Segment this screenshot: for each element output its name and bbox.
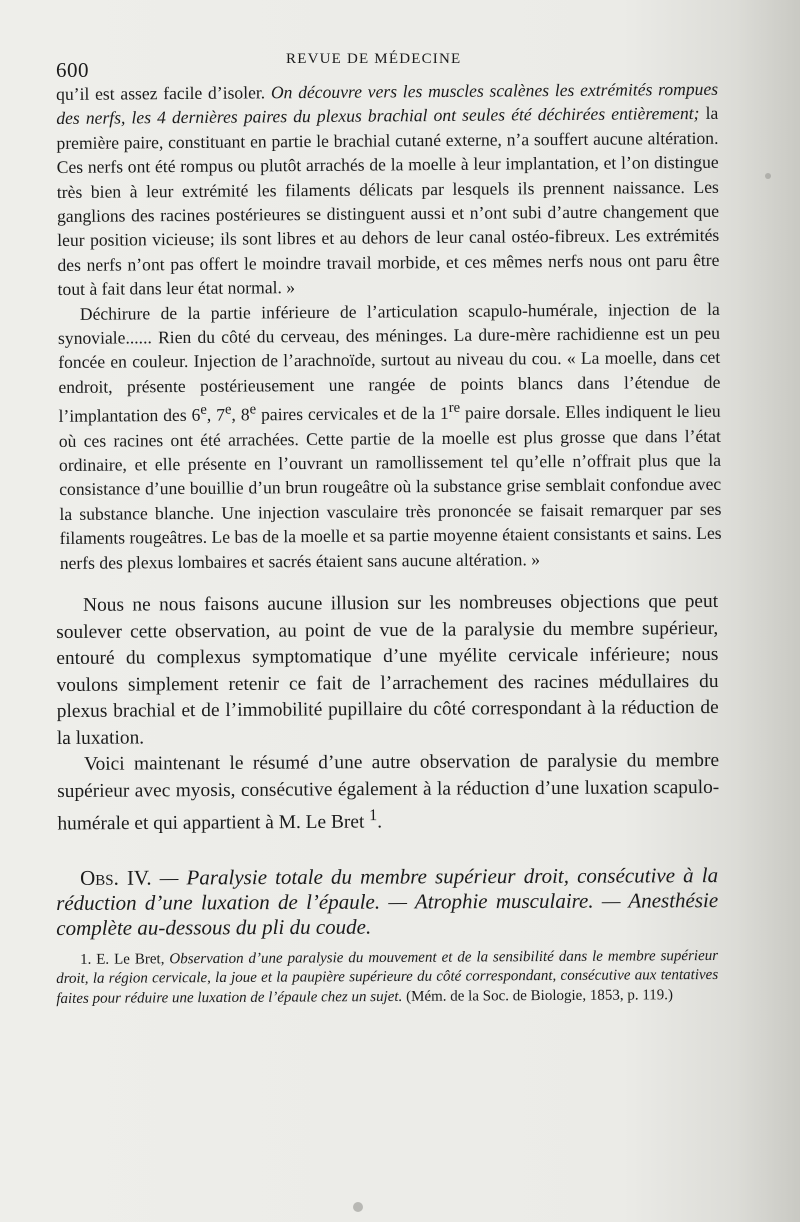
text-run: (Mém. de la Soc. de Biologie, 1853, p. 119.) xyxy=(402,986,674,1005)
superscript: 1 xyxy=(369,807,378,825)
observation-label: Obs. IV. xyxy=(79,865,152,890)
paper-speck xyxy=(353,1202,363,1212)
paragraph xyxy=(56,77,720,302)
observation-heading xyxy=(56,863,718,941)
paper-speck xyxy=(765,173,771,179)
text-run: Voici maintenant le résumé d’une autre observation de paralysie du membre supérieur avec myosis, consécutive également à la réduction d’une luxation scapulo-humérale et qui appartient à M. Le Bret xyxy=(57,749,720,835)
text-run: On découvre vers les muscles scalènes les extrémités rompues des nerfs, les 4 dernières paires du plexus brachial ont seules été déchirées entièrement; xyxy=(56,78,719,129)
superscript: re xyxy=(448,400,461,417)
observation-title: — Paralysie totale du membre supérieur droit, consécutive à la réduction d’une luxation de l’épaule. — Atrophie musculaire. — Anesthésie complète au-dessous du pli du coude. xyxy=(56,863,719,940)
superscript: e xyxy=(224,401,232,418)
text-run: , 8 xyxy=(231,404,250,425)
text-run: Observation d’une paralysie du mouvement et de la sensibilité dans le membre supérieur droit, la région cervicale, la joue et la paupière supérieure du côté correspondant, consécutive aux tentatives faites pour réduire une luxation de l’épaule chez un sujet. xyxy=(56,947,719,1007)
text-run: Déchirure de la partie inférieure de l’articulation scapulo-humérale, injection de la synoviale...... Rien du côté du cerveau, des méninges. La dure-mère rachidienne est un peu foncée en couleur. Injection de l’arachnoïde, surtout au niveau du cou. « La moelle, dans cet endroit, présente postérieusement une rangée de points blancs dans l’étendue de l’implantation des 6 xyxy=(57,298,721,427)
paragraph xyxy=(57,748,720,838)
paragraph xyxy=(58,296,722,575)
text-run: Nous ne nous faisons aucune illusion sur les nombreuses objections que peut soulever cette observation, au point de vue de la paralysie du membre supérieur, entouré du complexus symptomatique d’une myélite cervicale inférieure; nous voulons simplement retenir ce fait de l’arrachement des racines médullaires du plexus brachial et de l’immobilité pupillaire du côté correspondant à la réduction de la luxation. xyxy=(56,590,719,749)
text-run: 1. E. Le Bret, xyxy=(80,951,170,968)
main-text xyxy=(56,589,719,838)
text-run: . xyxy=(377,811,383,833)
quoted-observation xyxy=(56,77,722,575)
running-head: REVUE DE MÉDECINE xyxy=(286,51,462,67)
superscript: e xyxy=(200,402,207,419)
text-run: la première paire, constituant en partie le brachial cutané externe, n’a souffert aucune altération. Ces nerfs ont été rompus ou plutôt arrachés de la moelle à leur implantation, et l’on distingue très bien à leur extrémité les filaments délicats par lesquels ils prennent naissance. Les ganglions des racines postérieures se distinguent aussi et n’ont subi d’autre changement que leur position vicieuse; ils sont libres et au dehors de leur canal ostéo-fibreux. Les extrémités des nerfs n’ont pas offert le moindre travail morbide, et ces mêmes nerfs nous ont paru être tout à fait dans leur état normal. » xyxy=(56,103,720,300)
text-run: , 7 xyxy=(206,404,226,425)
text-run: qu’il est assez facile d’isoler. xyxy=(56,82,271,104)
page-number: 600 xyxy=(56,58,89,82)
paragraph xyxy=(56,589,719,752)
text-run: paire dorsale. Elles indiquent le lieu où ces racines ont été arrachées. Cette partie de la moelle est plus grosse que dans l’état ordinaire, et elle présente en l’ouvrant un ramollissement tel qu’elle n’offrait plus que la consistance d’une bouillie d’un brun rougeâtre où la substance grise semblait confondue avec la substance blanche. Une injection vasculaire très prononcée se faisait remarquer par ses filaments rougeâtres. Le bas de la moelle et sa partie moyenne étaient consistants et sains. Les nerfs des plexus lombaires et sacrés étaient sans aucune altération. » xyxy=(58,400,722,573)
superscript: e xyxy=(249,401,257,418)
footnote xyxy=(56,947,718,1009)
text-run: paires cervicales et de la 1 xyxy=(256,403,449,425)
